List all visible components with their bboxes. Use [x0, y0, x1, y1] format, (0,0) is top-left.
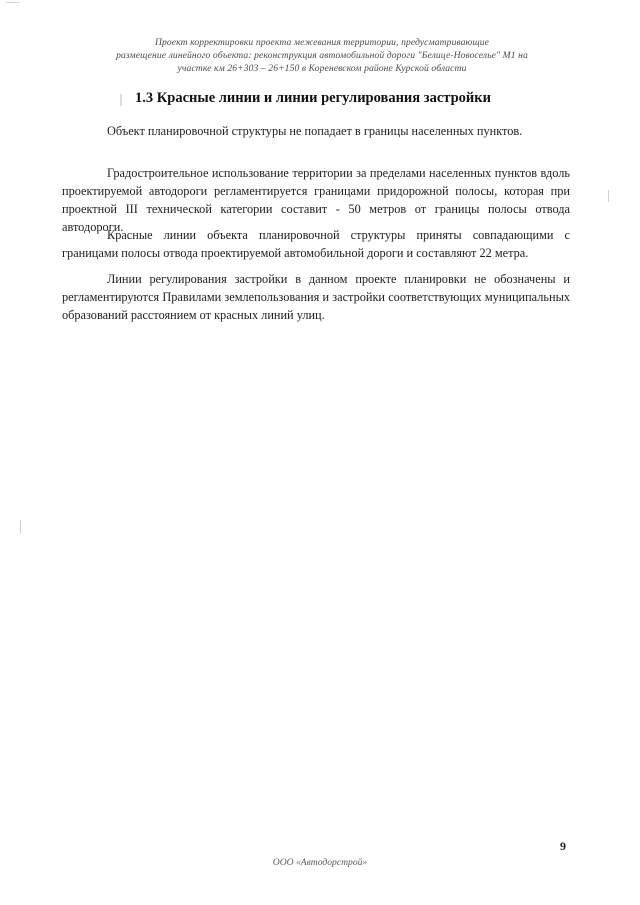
running-header: [62, 36, 582, 75]
paragraph-4: [62, 270, 570, 324]
page-footer: ООО «Автодорстрой»: [272, 857, 368, 868]
paragraph-4-text: Линии регулирования застройки в данном проекте планировки не обозначены и регламентируются Правилами землепользования и застройки соответствующих муниципальных образований расстоянием от красных линий улиц.: [62, 272, 570, 322]
paragraph-1: [62, 122, 570, 140]
header-line-2: размещение линейного объекта: реконструкция автомобильной дороги "Белице-Новоселье" М1 на: [116, 50, 528, 61]
paragraph-3-text: Красные линии объекта планировочной структуры приняты совпадающими с границами полосы отвода проектируемой автомобильной дороги и составляют 22 метра.: [62, 228, 570, 260]
scan-artifact-right: [608, 190, 609, 202]
paragraph-2-text: Градостроительное использование территории за пределами населенных пунктов вдоль проектируемой автодороги регламентируется границами придорожной полосы, которая при проектной III технической категории составит - 50 метров от границы полосы отвода автодороги.: [62, 166, 570, 234]
scan-artifact-tick: [120, 94, 122, 106]
page-number: 9: [560, 839, 566, 853]
header-line-3: участке км 26+303 – 26+150 в Кореневском районе Курской области: [177, 63, 467, 74]
scan-artifact-left: [20, 520, 21, 534]
section-title: 1.3 Красные линии и линии регулирования застройки: [135, 90, 491, 106]
paragraph-1-text: Объект планировочной структуры не попадает в границы населенных пунктов.: [107, 124, 523, 138]
scan-artifact-corner: [6, 2, 20, 3]
paragraph-3: [62, 226, 570, 262]
header-line-1: Проект корректировки проекта межевания территории, предусматривающие: [154, 37, 490, 48]
